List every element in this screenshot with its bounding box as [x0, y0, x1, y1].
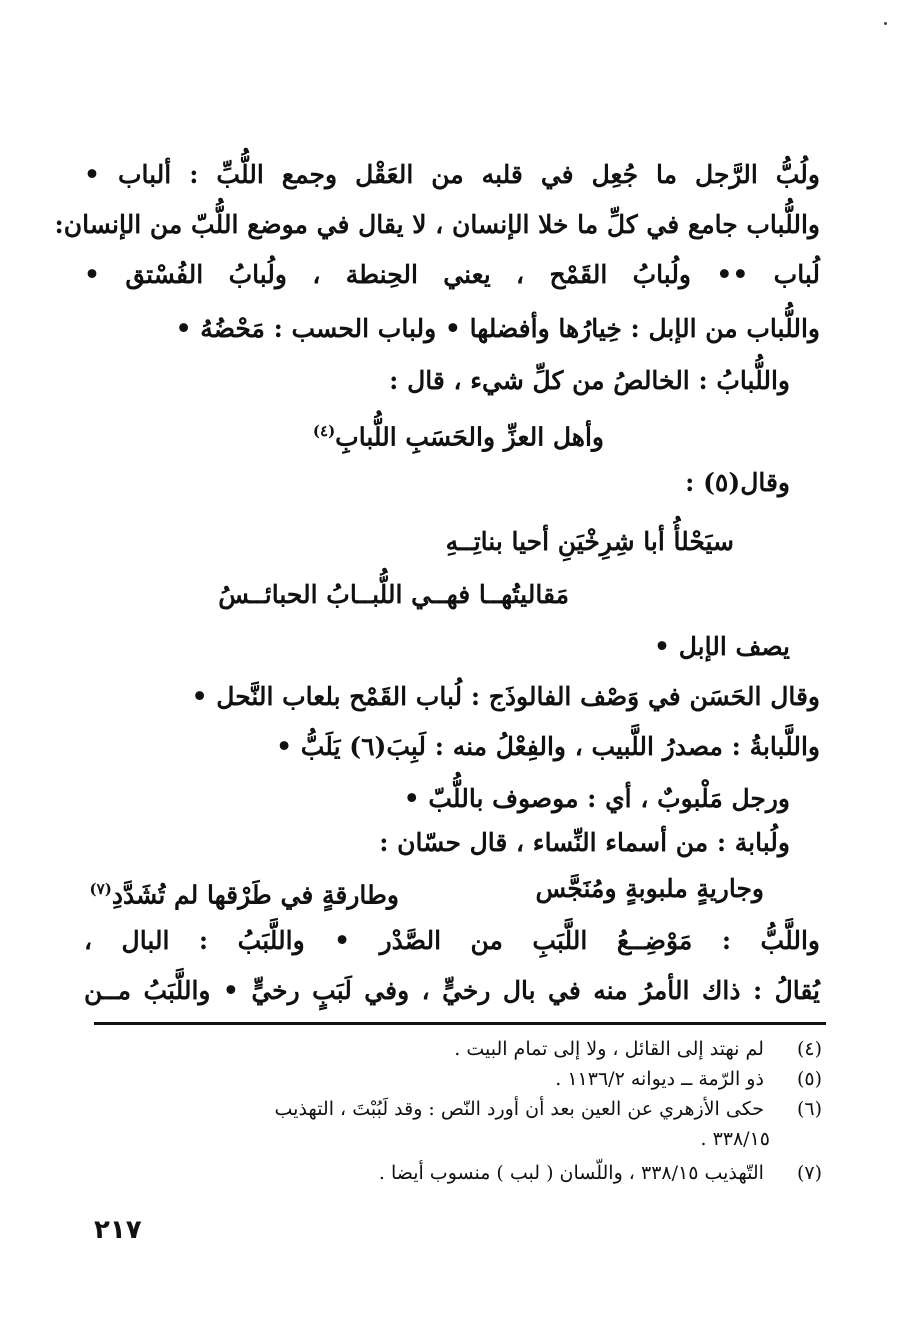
footnote-number: (٦): [796, 1098, 822, 1120]
body-line-5: واللُّبابُ : الخالصُ من كلِّ شيء ، قال :: [389, 366, 790, 395]
poem-line-1: سيَحْلأُ أبا شِرِخْيَنِ أحيا بناتِــهِ: [445, 527, 734, 556]
footnote-7: [379, 1160, 822, 1186]
body-line-9: وقال الحَسَن في وَصْف الفالوذَج : لُباب القَمْح بلعاب النَّحل •: [191, 682, 820, 711]
body-line-4: واللُّباب من الإبل : خِيارُها وأفضلها • ولباب الحسب : مَحْضُهُ •: [175, 314, 820, 343]
footnote-number: (٥): [796, 1068, 822, 1090]
body-line-2: واللُّباب جامع في كلِّ ما خلا الإنسان ، لا يقال في موضع اللُّبّ من الإنسان:: [54, 210, 820, 239]
footnote-5: [555, 1066, 822, 1092]
footnote-number: (٧): [796, 1162, 822, 1184]
body-line-11: ورجل مَلْبوبٌ ، أي : موصوف باللُّبّ •: [403, 784, 790, 813]
verse-line-1: [313, 414, 604, 454]
body-line-8: يصف الإبل •: [654, 632, 790, 661]
footnote-6: [275, 1096, 822, 1122]
footnote-text: التّهذيب ٣٣٨/١٥ ، واللّسان ( لبب ) منسوب أيضا .: [378, 1162, 764, 1184]
verse-text: وأهل العزِّ والحَسَبِ اللُّبابِ: [335, 422, 604, 452]
footnote-text: ذو الرّمة ــ ديوانه ١١٣٦/٢ .: [555, 1068, 764, 1090]
footnote-ref-4: (٤): [312, 422, 336, 440]
verse-line-2a: وجاريةٍ ملبوبةٍ ومُنَجَّس: [535, 874, 764, 903]
footnote-4: [454, 1036, 822, 1062]
footnote-ref-7: (٧): [89, 880, 112, 898]
footnote-text: حكى الأزهري عن العين بعد أن أورد النّص : وقد لَبُبْتَ ، التهذيب: [274, 1098, 764, 1120]
footnote-text: لم نهتد إلى القائل ، ولا إلى تمام البيت .: [454, 1038, 764, 1060]
body-line-14: واللَّبُّ : مَوْضِــعُ اللَّبَبِ من الصَّدْر • واللَّبَبُ : البال ،: [84, 926, 820, 955]
verse-line-2b: [90, 872, 399, 912]
footnote-6-continuation: ٣٣٨/١٥ .: [700, 1128, 770, 1150]
body-line-3: لُباب •• ولُبابُ القَمْح ، يعني الحِنطة ، ولُبابُ الفُسْتق •: [84, 260, 820, 289]
page-number: ٢١٧: [94, 1215, 142, 1245]
corner-dot: [884, 22, 887, 25]
body-line-10: واللَّبابةُ : مصدرُ اللَّبيب ، والفِعْلُ منه : لَبِبَ(٦) يَلَبُّ •: [276, 732, 820, 761]
verse-text: وطارقةٍ في طَرْقها لم تُشَدَّدِ: [111, 880, 399, 910]
footnote-number: (٤): [796, 1038, 822, 1060]
poem-line-2: مَقاليتُهــا فهــي اللُّبــابُ الحبائــسُ: [218, 580, 569, 609]
body-line-1: ولُبُّ الرَّجل ما جُعِل في قلبه من العَقْل وجمع اللُّبِّ : ألباب •: [84, 160, 820, 189]
body-line-12: ولُبابة : من أسماء النِّساء ، قال حسّان :: [379, 828, 790, 857]
body-line-15: يُقالُ : ذاك الأمرُ منه في بال رخيٍّ ، وفي لَبَبٍ رخيٍّ • واللَّبَبُ مــن: [84, 976, 820, 1005]
body-line-7: وقال(٥) :: [685, 468, 790, 497]
footnote-divider: [94, 1022, 826, 1025]
